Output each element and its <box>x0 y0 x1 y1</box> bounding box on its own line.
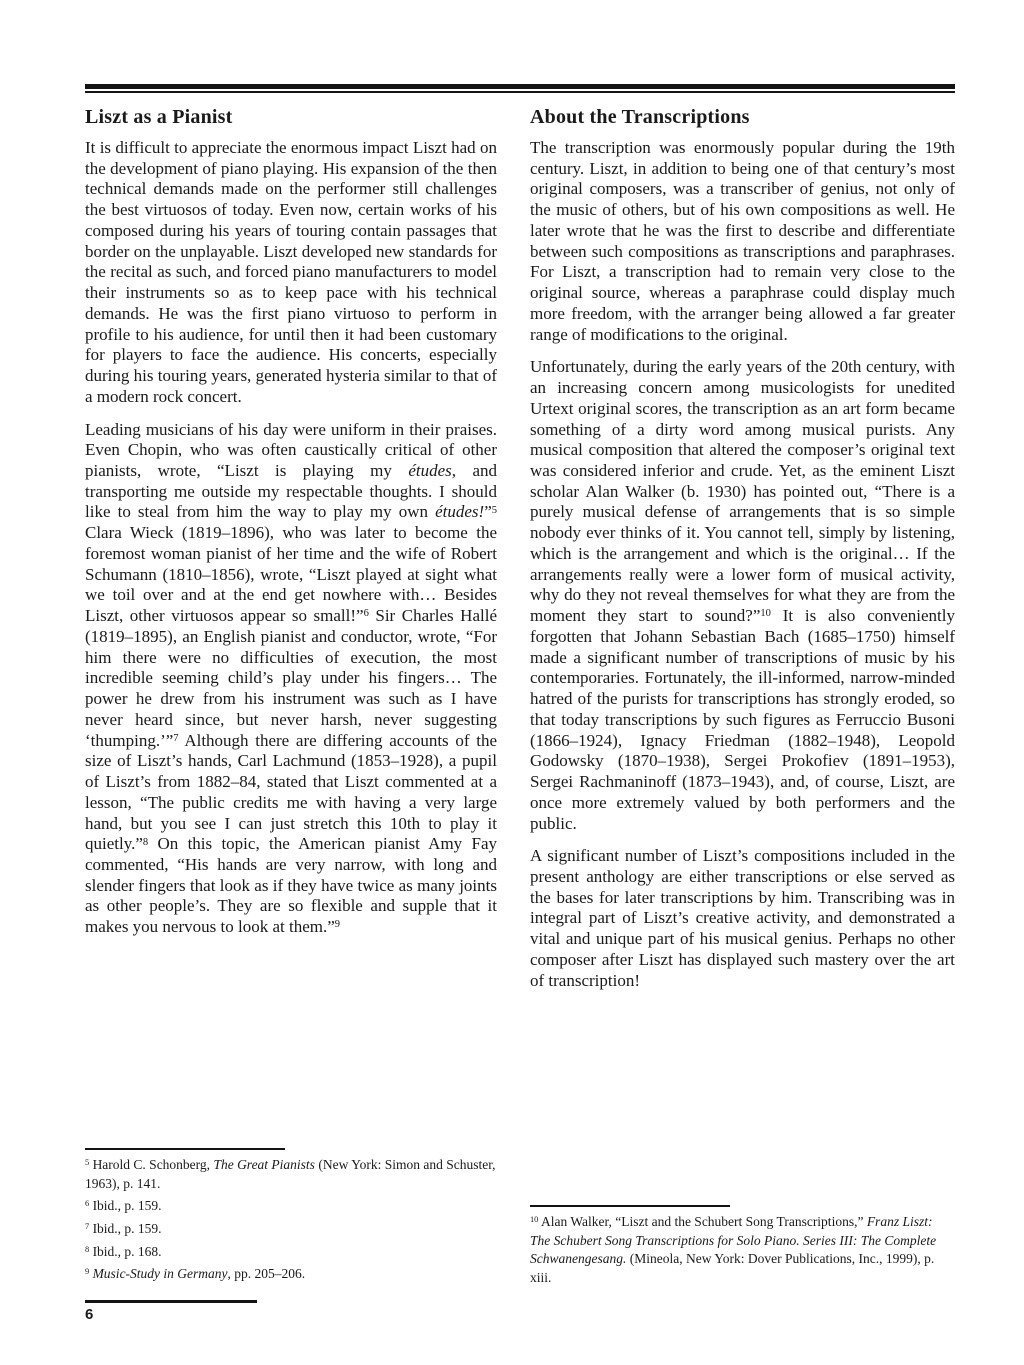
right-column <box>530 106 955 1003</box>
footnote-5: $^5$ Harold C. Schonberg, The Great Pianists (New York: Simon and Schuster, 1963), p. 141. <box>85 1157 496 1191</box>
left-footnotes <box>85 1148 497 1288</box>
header-rule-thin <box>85 91 955 93</box>
section-heading-about-the-transcriptions: About the Transcriptions <box>530 106 750 128</box>
page-footer <box>85 1300 385 1323</box>
footnote-10: $^{10}$ Alan Walker, “Liszt and the Schubert Song Transcriptions,” Franz Liszt: The Schubert Song Transcriptions for Solo Piano. Series III: The Complete Schwanengesang. (Mineola, New York: Dover Publications, Inc., 1999), p. xiii. <box>530 1214 937 1285</box>
left-column <box>85 106 497 950</box>
footer-rule <box>85 1300 257 1303</box>
right-footnotes <box>530 1205 955 1292</box>
footnote-separator-rule <box>530 1205 730 1207</box>
paragraph: It is difficult to appreciate the enormous impact Liszt had on the development of piano playing. His expansion of the then technical demands made on the performer still challenges the best virtuosos of today. Even now, certain works of his composed during his years of touring contain passages that border on the unplayable. Liszt developed new standards for the recital as such, and forced piano manufacturers to model their instruments so as to keep pace with his technical demands. He was the first piano virtuoso to perform in profile to his audience, for until then it had been customary for players to face the audience. His concerts, especially during his touring years, generated hysteria similar to that of a modern rock concert. <box>85 138 497 406</box>
paragraph: Leading musicians of his day were uniform in their praises. Even Chopin, who was often caustically critical of other pianists, wrote, “Liszt is playing my études, and transporting me outside my respectable thoughts. I should like to steal from him the way to play my own études!”$^5$ Clara Wieck (1819–1896), who was later to become the foremost woman pianist of her time and the wife of Robert Schumann (1810–1856), wrote, “Liszt played at sight what we toil over and at the end get nowhere with… Besides Liszt, other virtuosos appear so small!”$^6$ Sir Charles Hallé (1819–1895), an English pianist and conductor, wrote, “For him there were no difficulties of execution, the most incredible seeming child’s play under his fingers… The power he drew from his instrument was such as I have never heard since, but never harsh, never suggesting ‘thumping.’”$^7$ Although there are differing accounts of the size of Liszt’s hands, Carl Lachmund (1853–1928), a pupil of Liszt’s from 1882–84, stated that Liszt commented at a lesson, “The public credits me with having a very large hand, but you see I can just stretch this 10th to play it quietly.”$^8$ On this topic, the American pianist Amy Fay commented, “His hands are very narrow, with long and slender fingers that look as if they have twice as many joints as other people’s. They are so flexible and supple that it makes you nervous to look at them.”$^9$ <box>85 419 498 937</box>
footnote-8: $^8$ Ibid., p. 168. <box>85 1243 162 1259</box>
section-heading-liszt-as-a-pianist: Liszt as a Pianist <box>85 106 233 128</box>
page-number: 6 <box>85 1306 94 1323</box>
footnote-separator-rule <box>85 1148 285 1150</box>
paragraph: A significant number of Liszt’s compositions included in the present anthology are either transcriptions or else served as the bases for later transcriptions by him. Transcribing was in integral part of Liszt’s creative activity, and demonstrated a vital and unique part of his musical genius. Perhaps no other composer after Liszt has displayed such mastery over the art of transcription! <box>530 846 955 990</box>
footnote-7: $^7$ Ibid., p. 159. <box>85 1220 162 1236</box>
header-double-rule <box>85 84 955 93</box>
paragraph: Unfortunately, during the early years of the 20th century, with an increasing concern among musicologists for unedited Urtext original scores, the transcription as an art form became something of a dirty word among musical purists. Any musical composition that altered the composer’s original text was considered inferior and crude. Yet, as the eminent Liszt scholar Alan Walker (b. 1930) has pointed out, “There is a purely musical defense of arrangements that is so simple nobody ever thinks of it. You cannot tell, simply by listening, which is the arrangement and which is the original… If the arrangements really were a lower form of musical activity, why do they not reveal themselves for what they are from the moment they start to sound?”$^{10}$ It is also conveniently forgotten that Johann Sebastian Bach (1685–1750) himself made a significant number of transcriptions of music by his contemporaries. Fortunately, the ill-informed, narrow-minded hatred of the purists for transcriptions has strongly eroded, so that today transcriptions by such figures as Ferruccio Busoni (1866–1924), Ignacy Friedman (1882–1948), Leopold Godowsky (1870–1938), Sergei Prokofiev (1891–1953), Sergei Rachmaninoff (1873–1943), and, of course, Liszt, are once more extremely valued by both performers and the public. <box>530 357 955 833</box>
footnote-6: $^6$ Ibid., p. 159. <box>85 1198 162 1214</box>
header-rule-thick <box>85 84 955 89</box>
paragraph: The transcription was enormously popular during the 19th century. Liszt, in addition to being one of that century’s most original composers, was a transcriber of genius, not only of the music of others, but of his own compositions as well. He later wrote that he was the first to describe and differentiate between such compositions as transcriptions and paraphrases. For Liszt, a transcription had to remain very close to the original source, whereas a paraphrase could display much more freedom, with the arranger being allowed a far greater range of modifications to the original. <box>530 138 955 344</box>
footnote-9: $^9$ Music-Study in Germany, pp. 205–206. <box>85 1266 306 1282</box>
